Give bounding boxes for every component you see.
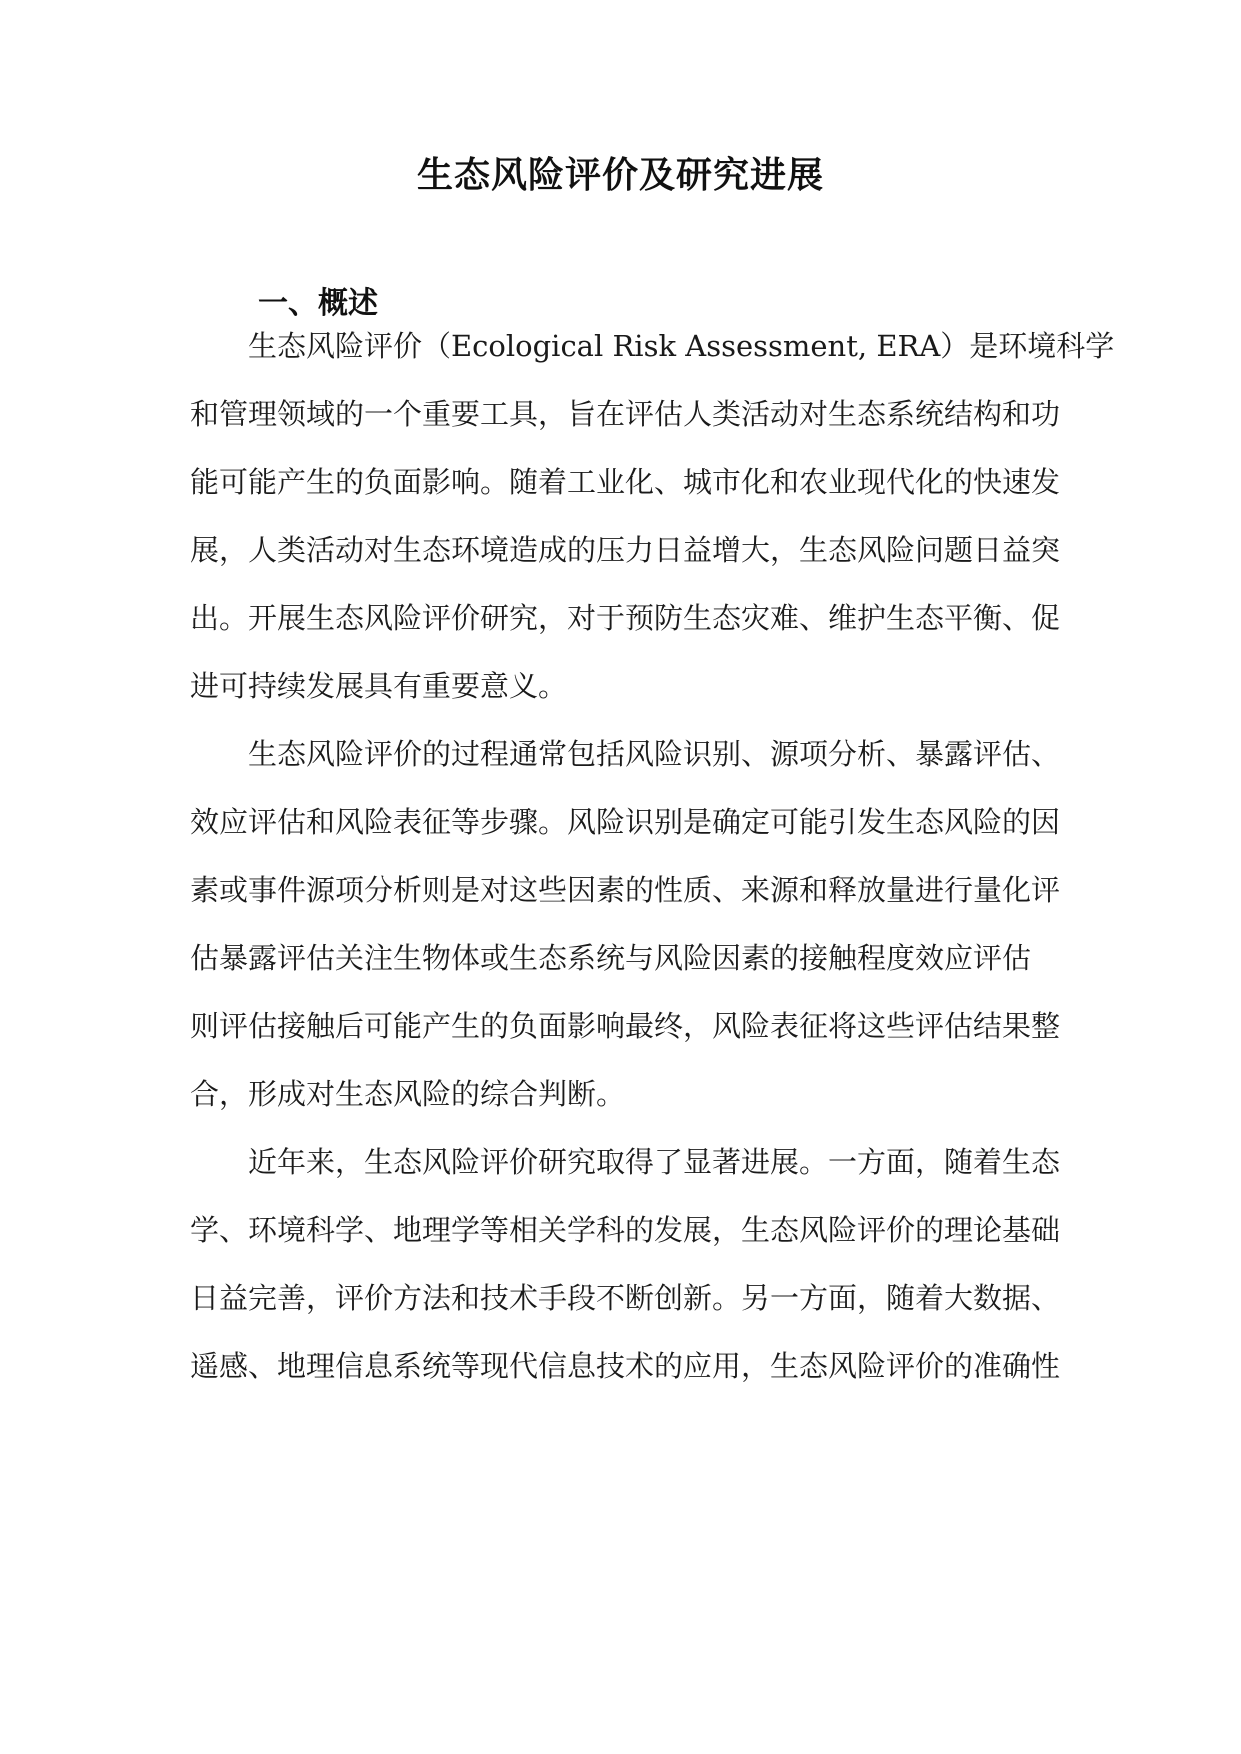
paragraph-2-line-2: 效应评估和风险表征等步骤。风险识别是确定可能引发生态风险的因: [190, 805, 1061, 839]
paragraph-1-line-5: 出。开展生态风险评价研究，对于预防生态灾难、维护生态平衡、促: [190, 601, 1061, 635]
paragraph-3-line-1: 近年来，生态风险评价研究取得了显著进展。一方面，随着生态: [248, 1145, 1061, 1179]
paragraph-1-line-2: 和管理领域的一个重要工具，旨在评估人类活动对生态系统结构和功: [190, 397, 1061, 431]
paragraph-2-line-3: 素或事件源项分析则是对这些因素的性质、来源和释放量进行量化评: [190, 873, 1061, 907]
paragraph-1-line-3: 能可能产生的负面影响。随着工业化、城市化和农业现代化的快速发: [190, 465, 1061, 499]
paragraph-1-line-1: 生态风险评价（Ecological Risk Assessment, ERA）是环境科学: [248, 329, 1115, 363]
paragraph-2-line-5: 则评估接触后可能产生的负面影响最终，风险表征将这些评估结果整: [190, 1009, 1061, 1043]
paragraph-2-line-4: 估暴露评估关注生物体或生态系统与风险因素的接触程度效应评估: [190, 941, 1032, 975]
paragraph-1-line-4: 展，人类活动对生态环境造成的压力日益增大，生态风险问题日益突: [190, 533, 1061, 567]
paragraph-2-line-6: 合，形成对生态风险的综合判断。: [190, 1077, 626, 1111]
paragraph-3-line-4: 遥感、地理信息系统等现代信息技术的应用，生态风险评价的准确性: [190, 1349, 1061, 1383]
document-title: 生态风险评价及研究进展: [416, 155, 824, 196]
paragraph-3-line-2: 学、环境科学、地理学等相关学科的发展，生态风险评价的理论基础: [190, 1213, 1061, 1247]
paragraph-3-line-3: 日益完善，评价方法和技术手段不断创新。另一方面，随着大数据、: [190, 1281, 1061, 1315]
section-heading: 一、概述: [258, 286, 378, 321]
paragraph-2-line-1: 生态风险评价的过程通常包括风险识别、源项分析、暴露评估、: [248, 737, 1061, 771]
paragraph-1-line-6: 进可持续发展具有重要意义。: [190, 669, 568, 703]
